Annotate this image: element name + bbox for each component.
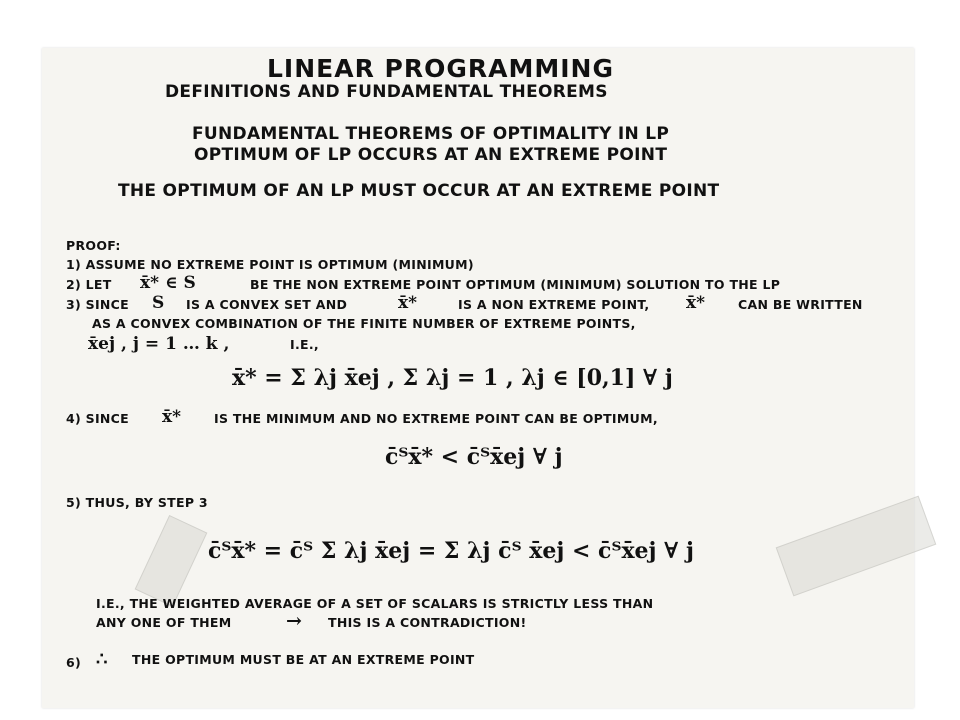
- step-3-set: S: [152, 293, 165, 313]
- step-3-math: x̄ej , j = 1 … k ,: [88, 334, 230, 354]
- proof-step-3-text: IS A CONVEX SET AND: [186, 297, 348, 312]
- proof-step-1: 1) ASSUME NO EXTREME POINT IS OPTIMUM (MINIMUM): [66, 257, 474, 272]
- proof-step-2-text: BE THE NON EXTREME POINT OPTIMUM (MINIMUM) SOLUTION TO THE LP: [250, 277, 781, 292]
- document-subtitle: DEFINITIONS AND FUNDAMENTAL THEOREMS: [165, 82, 608, 102]
- section-heading: OPTIMUM OF LP OCCURS AT AN EXTREME POINT: [194, 145, 668, 165]
- proof-step-4-text: IS THE MINIMUM AND NO EXTREME POINT CAN BE OPTIMUM,: [214, 411, 658, 426]
- step-2-math: x̄* ∈ S: [140, 273, 196, 293]
- proof-label: PROOF:: [66, 238, 121, 253]
- proof-step-3-label: 3) SINCE: [66, 297, 129, 312]
- proof-step-3-text: CAN BE WRITTEN: [738, 297, 863, 312]
- proof-step-6-text: THE OPTIMUM MUST BE AT AN EXTREME POINT: [132, 652, 475, 667]
- document-title: LINEAR PROGRAMMING: [267, 54, 614, 83]
- equation-weighted-average: c̄ᵀx̄* = c̄ᵀ Σ λj x̄ej = Σ λj c̄ᵀ x̄ej < c̄ᵀx̄ej ∀ j: [208, 538, 694, 564]
- theorem-statement: THE OPTIMUM OF AN LP MUST OCCUR AT AN EXTREME POINT: [118, 181, 720, 201]
- step-3-x: x̄*: [398, 293, 418, 313]
- equation-convex-combination: x̄* = Σ λj x̄ej , Σ λj = 1 , λj ∈ [0,1] ∀ j: [232, 365, 673, 391]
- step-3-x: x̄*: [686, 293, 706, 313]
- proof-step-6-num: 6): [66, 655, 82, 670]
- equation-inequality: c̄ᵀx̄* < c̄ᵀx̄ej ∀ j: [385, 444, 563, 470]
- proof-step-3-ie: I.E.,: [290, 337, 319, 352]
- arrow-icon: →: [286, 610, 302, 632]
- proof-step-5: 5) THUS, BY STEP 3: [66, 495, 208, 510]
- proof-step-3-text: IS A NON EXTREME POINT,: [458, 297, 650, 312]
- proof-step-3-text: AS A CONVEX COMBINATION OF THE FINITE NUMBER OF EXTREME POINTS,: [92, 316, 636, 331]
- step-4-x: x̄*: [162, 407, 182, 427]
- proof-step-2-label: 2) LET: [66, 277, 112, 292]
- section-heading: FUNDAMENTAL THEOREMS OF OPTIMALITY IN LP: [192, 124, 670, 144]
- conclusion-line-1: I.E., THE WEIGHTED AVERAGE OF A SET OF SCALARS IS STRICTLY LESS THAN: [96, 596, 654, 611]
- proof-step-4-label: 4) SINCE: [66, 411, 129, 426]
- conclusion-line-2b: THIS IS A CONTRADICTION!: [328, 615, 527, 630]
- conclusion-line-2a: ANY ONE OF THEM: [96, 615, 232, 630]
- therefore-icon: ∴: [96, 649, 108, 670]
